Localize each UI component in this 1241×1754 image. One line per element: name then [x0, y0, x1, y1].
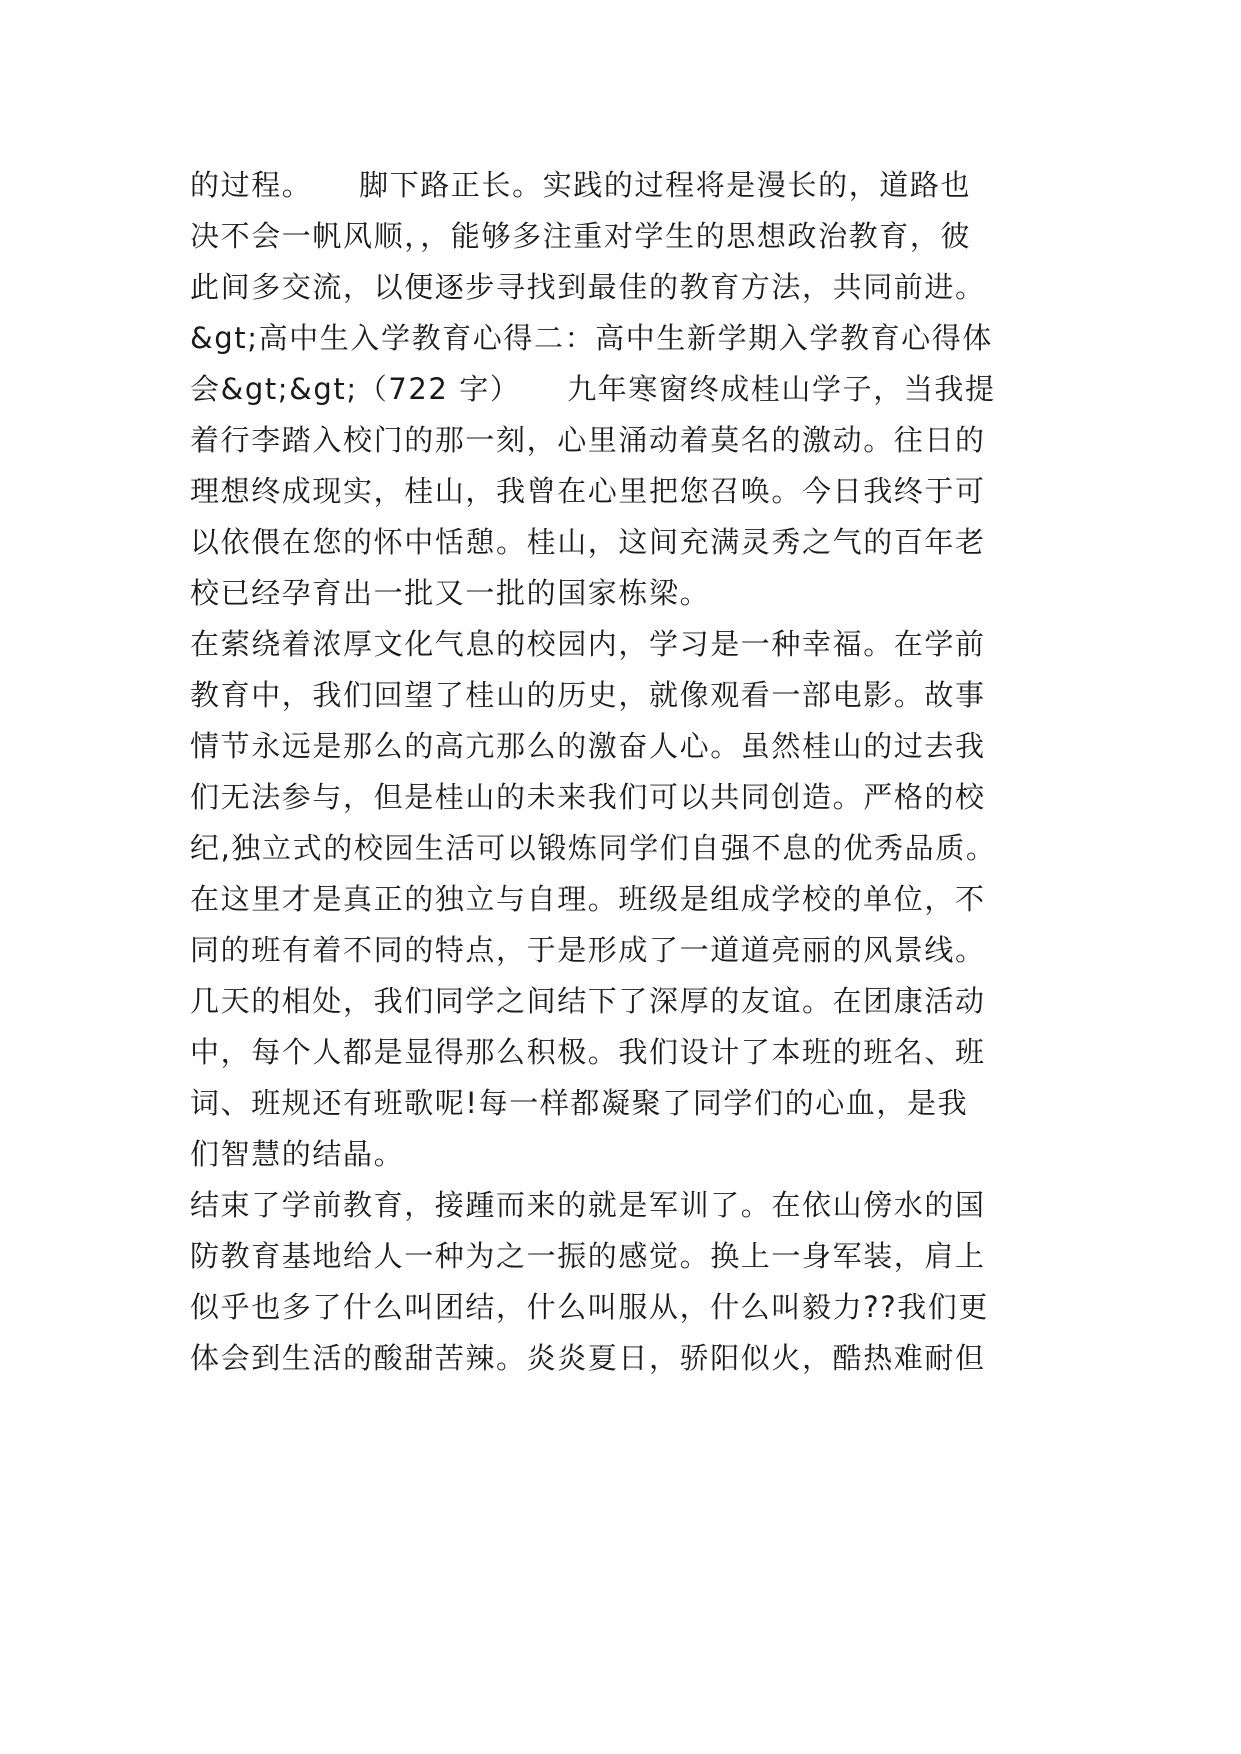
text-line: 以依偎在您的怀中恬憩。桂山，这间充满灵秀之气的百年老: [190, 525, 986, 559]
text-line: 纪,独立式的校园生活可以锻炼同学们自强不息的优秀品质。: [190, 831, 997, 865]
text-line: 校已经孕育出一批又一批的国家栋梁。: [190, 576, 711, 610]
text-line: &gt;高中生入学教育心得二：高中生新学期入学教育心得体: [190, 321, 993, 355]
text-line: 会&gt;&gt;（722 字） 九年寒窗终成桂山学子，当我提: [190, 372, 996, 406]
text-line: 在萦绕着浓厚文化气息的校园内，学习是一种幸福。在学前: [190, 627, 986, 661]
text-line: 们无法参与，但是桂山的未来我们可以共同创造。严格的校: [190, 780, 986, 814]
text-line: 几天的相处，我们同学之间结下了深厚的友谊。在团康活动: [190, 984, 986, 1018]
text-line: 在这里才是真正的独立与自理。班级是组成学校的单位，不: [190, 882, 986, 916]
text-line: 体会到生活的酸甜苦辣。炎炎夏日，骄阳似火，酷热难耐但: [190, 1341, 986, 1375]
text-line: 中，每个人都是显得那么积极。我们设计了本班的班名、班: [190, 1035, 986, 1069]
document-body: [190, 160, 1070, 1384]
text-line: 词、班规还有班歌呢!每一样都凝聚了同学们的心血，是我: [190, 1086, 969, 1120]
text-line: 结束了学前教育，接踵而来的就是军训了。在依山傍水的国: [190, 1188, 986, 1222]
text-line: 的过程。 脚下路正长。实践的过程将是漫长的，道路也: [190, 168, 972, 202]
text-line: 们智慧的结晶。: [190, 1137, 405, 1171]
text-line: 防教育基地给人一种为之一振的感觉。换上一身军装，肩上: [190, 1239, 986, 1273]
text-line: 情节永远是那么的高亢那么的激奋人心。虽然桂山的过去我: [190, 729, 986, 763]
text-line: 教育中，我们回望了桂山的历史，就像观看一部电影。故事: [190, 678, 986, 712]
text-line: 同的班有着不同的特点，于是形成了一道道亮丽的风景线。: [190, 933, 986, 967]
text-line: 此间多交流，以便逐步寻找到最佳的教育方法，共同前进。: [190, 270, 986, 304]
text-line: 理想终成现实，桂山，我曾在心里把您召唤。今日我终于可: [190, 474, 986, 508]
text-line: 决不会一帆风顺，，能够多注重对学生的思想政治教育，彼: [190, 219, 972, 253]
text-line: 着行李踏入校门的那一刻，心里涌动着莫名的激动。往日的: [190, 423, 986, 457]
text-line: 似乎也多了什么叫团结，什么叫服从，什么叫毅力??我们更: [190, 1290, 989, 1324]
